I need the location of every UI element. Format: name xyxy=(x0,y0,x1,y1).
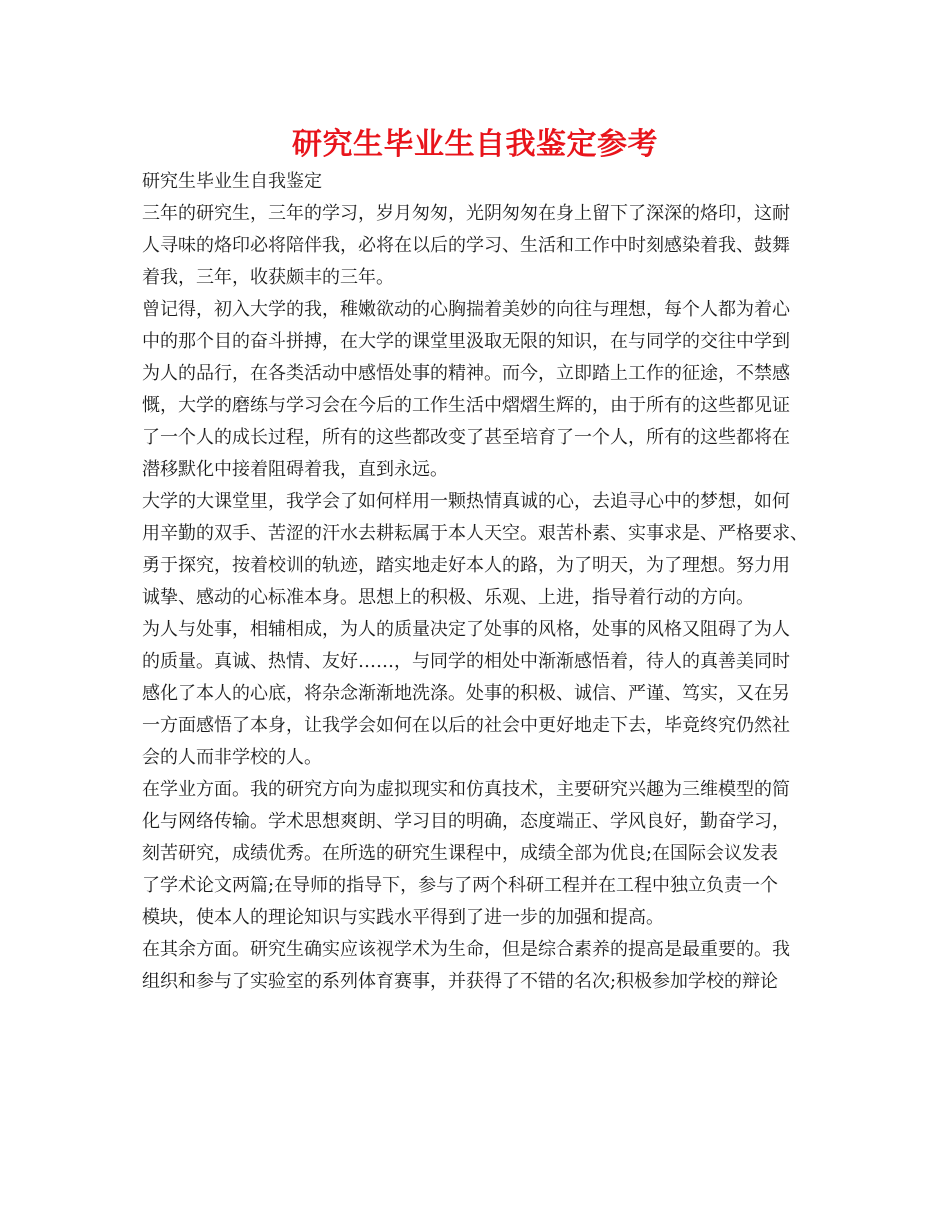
text-line: 大学的大课堂里，我学会了如何样用一颗热情真诚的心，去追寻心中的梦想，如何 xyxy=(142,491,790,512)
text-line: 三年的研究生，三年的学习，岁月匆匆，光阴匆匆在身上留下了深深的烙印，这耐 xyxy=(142,203,790,224)
text-line: 勇于探究，按着校训的轨迹，踏实地走好本人的路，为了明天，为了理想。努力用 xyxy=(142,555,790,576)
document-body xyxy=(142,166,824,998)
text-line: 了学术论文两篇;在导师的指导下，参与了两个科研工程并在工程中独立负责一个 xyxy=(142,875,779,896)
text-line: 曾记得，初入大学的我，稚嫩欲动的心胸揣着美妙的向往与理想，每个人都为着心 xyxy=(142,299,790,320)
text-line: 着我，三年，收获颇丰的三年。 xyxy=(142,267,394,288)
text-line: 在学业方面。我的研究方向为虚拟现实和仿真技术，主要研究兴趣为三维模型的简 xyxy=(142,779,790,800)
text-line: 为人与处事，相辅相成，为人的质量决定了处事的风格，处事的风格又阻碍了为人 xyxy=(142,619,790,640)
text-line: 感化了本人的心底，将杂念渐渐地洗涤。处事的积极、诚信、严谨、笃实，又在另 xyxy=(142,683,790,704)
text-line: 为人的品行，在各类活动中感悟处事的精神。而今，立即踏上工作的征途，不禁感 xyxy=(142,363,790,384)
text-line: 化与网络传输。学术思想爽朗、学习目的明确，态度端正、学风良好，勤奋学习， xyxy=(142,811,790,832)
text-line: 会的人而非学校的人。 xyxy=(142,747,322,768)
text-line: 一方面感悟了本身，让我学会如何在以后的社会中更好地走下去，毕竟终究仍然社 xyxy=(142,715,790,736)
text-line: 在其余方面。研究生确实应该视学术为生命，但是综合素养的提高是最重要的。我 xyxy=(142,939,790,960)
text-line: 刻苦研究，成绩优秀。在所选的研究生课程中，成绩全部为优良;在国际会议发表 xyxy=(142,843,779,864)
text-line: 人寻味的烙印必将陪伴我，必将在以后的学习、生活和工作中时刻感染着我、鼓舞 xyxy=(142,235,790,256)
text-line: 诚挚、感动的心标准本身。思想上的积极、乐观、上进，指导着行动的方向。 xyxy=(142,587,754,608)
text-line: 组织和参与了实验室的系列体育赛事，并获得了不错的名次;积极参加学校的辩论 xyxy=(142,971,779,992)
text-line: 的质量。真诚、热情、友好……，与同学的相处中渐渐感悟着，待人的真善美同时 xyxy=(142,651,790,672)
document-title: 研究生毕业生自我鉴定参考 xyxy=(292,127,658,162)
text-line: 用辛勤的双手、苦涩的汗水去耕耘属于本人天空。艰苦朴素、实事求是、严格要求、 xyxy=(142,523,808,544)
text-line: 中的那个目的奋斗拼搏，在大学的课堂里汲取无限的知识，在与同学的交往中学到 xyxy=(142,331,790,352)
text-line: 潜移默化中接着阻碍着我，直到永远。 xyxy=(142,459,448,480)
text-line: 模块，使本人的理论知识与实践水平得到了进一步的加强和提高。 xyxy=(142,907,664,928)
text-line: 了一个人的成长过程，所有的这些都改变了甚至培育了一个人，所有的这些都将在 xyxy=(142,427,790,448)
text-line: 慨，大学的磨练与学习会在今后的工作生活中熠熠生辉的，由于所有的这些都见证 xyxy=(142,395,790,416)
text-line: 研究生毕业生自我鉴定 xyxy=(142,171,322,192)
